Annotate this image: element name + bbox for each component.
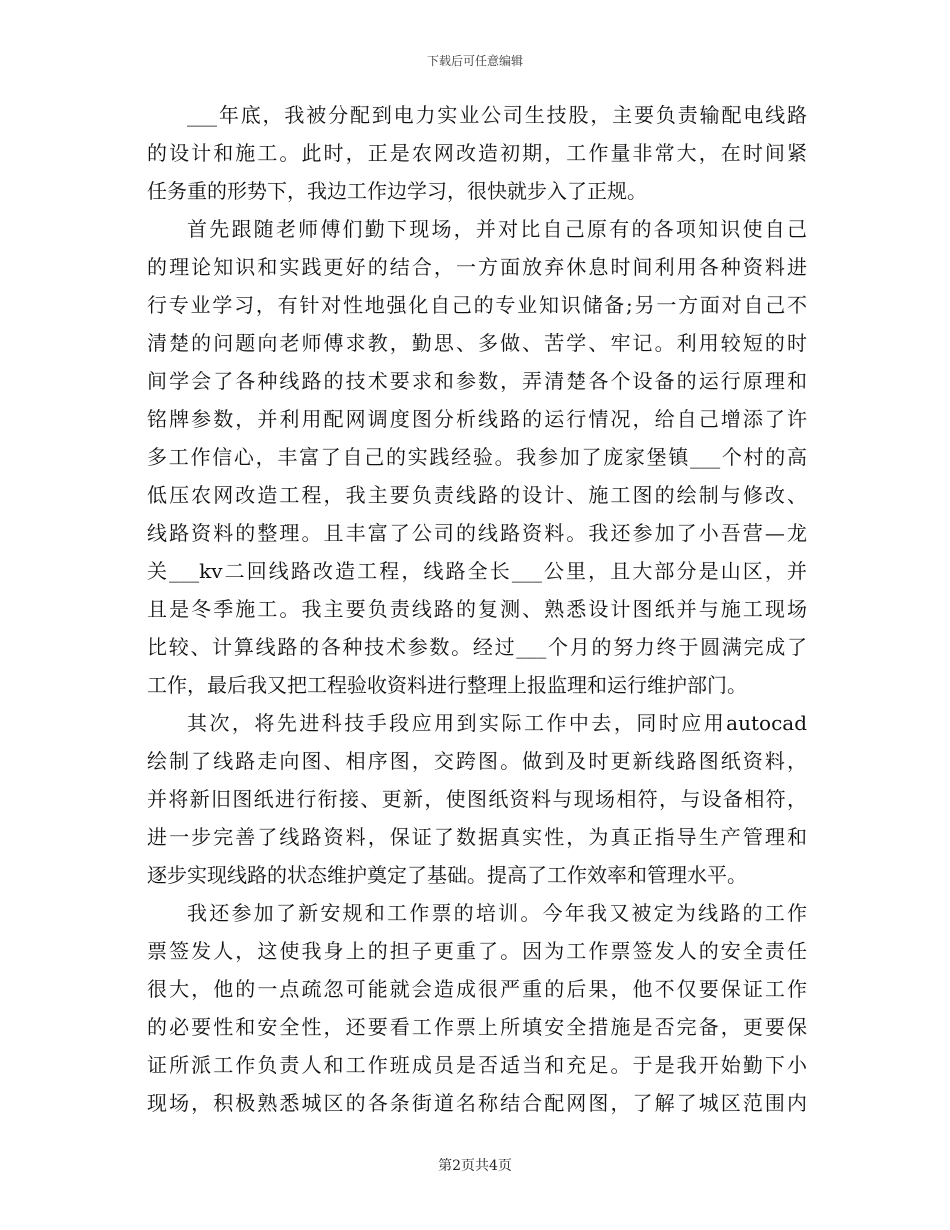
text-line: 其次，将先进科技手段应用到实际工作中去，同时应用autocad — [187, 711, 807, 735]
text-line: 任务重的形势下，我边工作边学习，很快就步入了正规。 — [147, 179, 647, 203]
page-header-note: 下载后可任意编辑 — [426, 54, 523, 68]
document-body — [147, 96, 807, 1122]
text-line: 铭牌参数，并利用配网调度图分析线路的运行情况，给自己增添了许 — [147, 407, 807, 431]
text-line: 现场，积极熟悉城区的各条街道名称结合配网图，了解了城区范围内 — [147, 1091, 807, 1115]
paragraph — [147, 96, 807, 210]
text-line: 首先跟随老师傅们勤下现场，并对比自己原有的各项知识使自己 — [187, 217, 807, 241]
paragraph — [147, 704, 807, 894]
page-number: 第2页共4页 — [438, 1158, 512, 1174]
text-line: 票签发人，这使我身上的担子更重了。因为工作票签发人的安全责任 — [147, 939, 807, 963]
text-line: 线路资料的整理。且丰富了公司的线路资料。我还参加了小吾营—龙 — [147, 521, 807, 545]
text-line: 关___kv二回线路改造工程，线路全长___公里，且大部分是山区，并 — [147, 559, 807, 583]
paragraph — [147, 894, 807, 1122]
text-line: 行专业学习，有针对性地强化自己的专业知识储备;另一方面对自己不 — [147, 293, 807, 317]
text-line: 的设计和施工。此时，正是农网改造初期，工作量非常大，在时间紧 — [147, 141, 807, 165]
text-line: 多工作信心，丰富了自己的实践经验。我参加了庞家堡镇___个村的高 — [147, 445, 807, 469]
text-line: 绘制了线路走向图、相序图，交跨图。做到及时更新线路图纸资料， — [147, 749, 807, 773]
text-line: 且是冬季施工。我主要负责线路的复测、熟悉设计图纸并与施工现场 — [147, 597, 807, 621]
text-line: 比较、计算线路的各种技术参数。经过___个月的努力终于圆满完成了 — [147, 635, 807, 659]
text-line: 证所派工作负责人和工作班成员是否适当和充足。于是我开始勤下小 — [147, 1053, 807, 1077]
text-line: 进一步完善了线路资料，保证了数据真实性，为真正指导生产管理和 — [147, 825, 807, 849]
text-line: 间学会了各种线路的技术要求和参数，弄清楚各个设备的运行原理和 — [147, 369, 807, 393]
text-line: 我还参加了新安规和工作票的培训。今年我又被定为线路的工作 — [187, 901, 807, 925]
text-line: 清楚的问题向老师傅求教，勤思、多做、苦学、牢记。利用较短的时 — [147, 331, 807, 355]
text-line: 逐步实现线路的状态维护奠定了基础。提高了工作效率和管理水平。 — [147, 863, 747, 887]
text-line: 的必要性和安全性，还要看工作票上所填安全措施是否完备，更要保 — [147, 1015, 807, 1039]
text-line: 并将新旧图纸进行衔接、更新，使图纸资料与现场相符，与设备相符， — [147, 787, 807, 811]
paragraph — [147, 210, 807, 704]
text-line: 的理论知识和实践更好的结合，一方面放弃休息时间利用各种资料进 — [147, 255, 807, 279]
text-line: 很大，他的一点疏忽可能就会造成很严重的后果，他不仅要保证工作 — [147, 977, 807, 1001]
text-line: ___年底，我被分配到电力实业公司生技股，主要负责输配电线路 — [187, 103, 807, 127]
text-line: 工作，最后我又把工程验收资料进行整理上报监理和运行维护部门。 — [147, 673, 747, 697]
text-line: 低压农网改造工程，我主要负责线路的设计、施工图的绘制与修改、 — [147, 483, 807, 507]
